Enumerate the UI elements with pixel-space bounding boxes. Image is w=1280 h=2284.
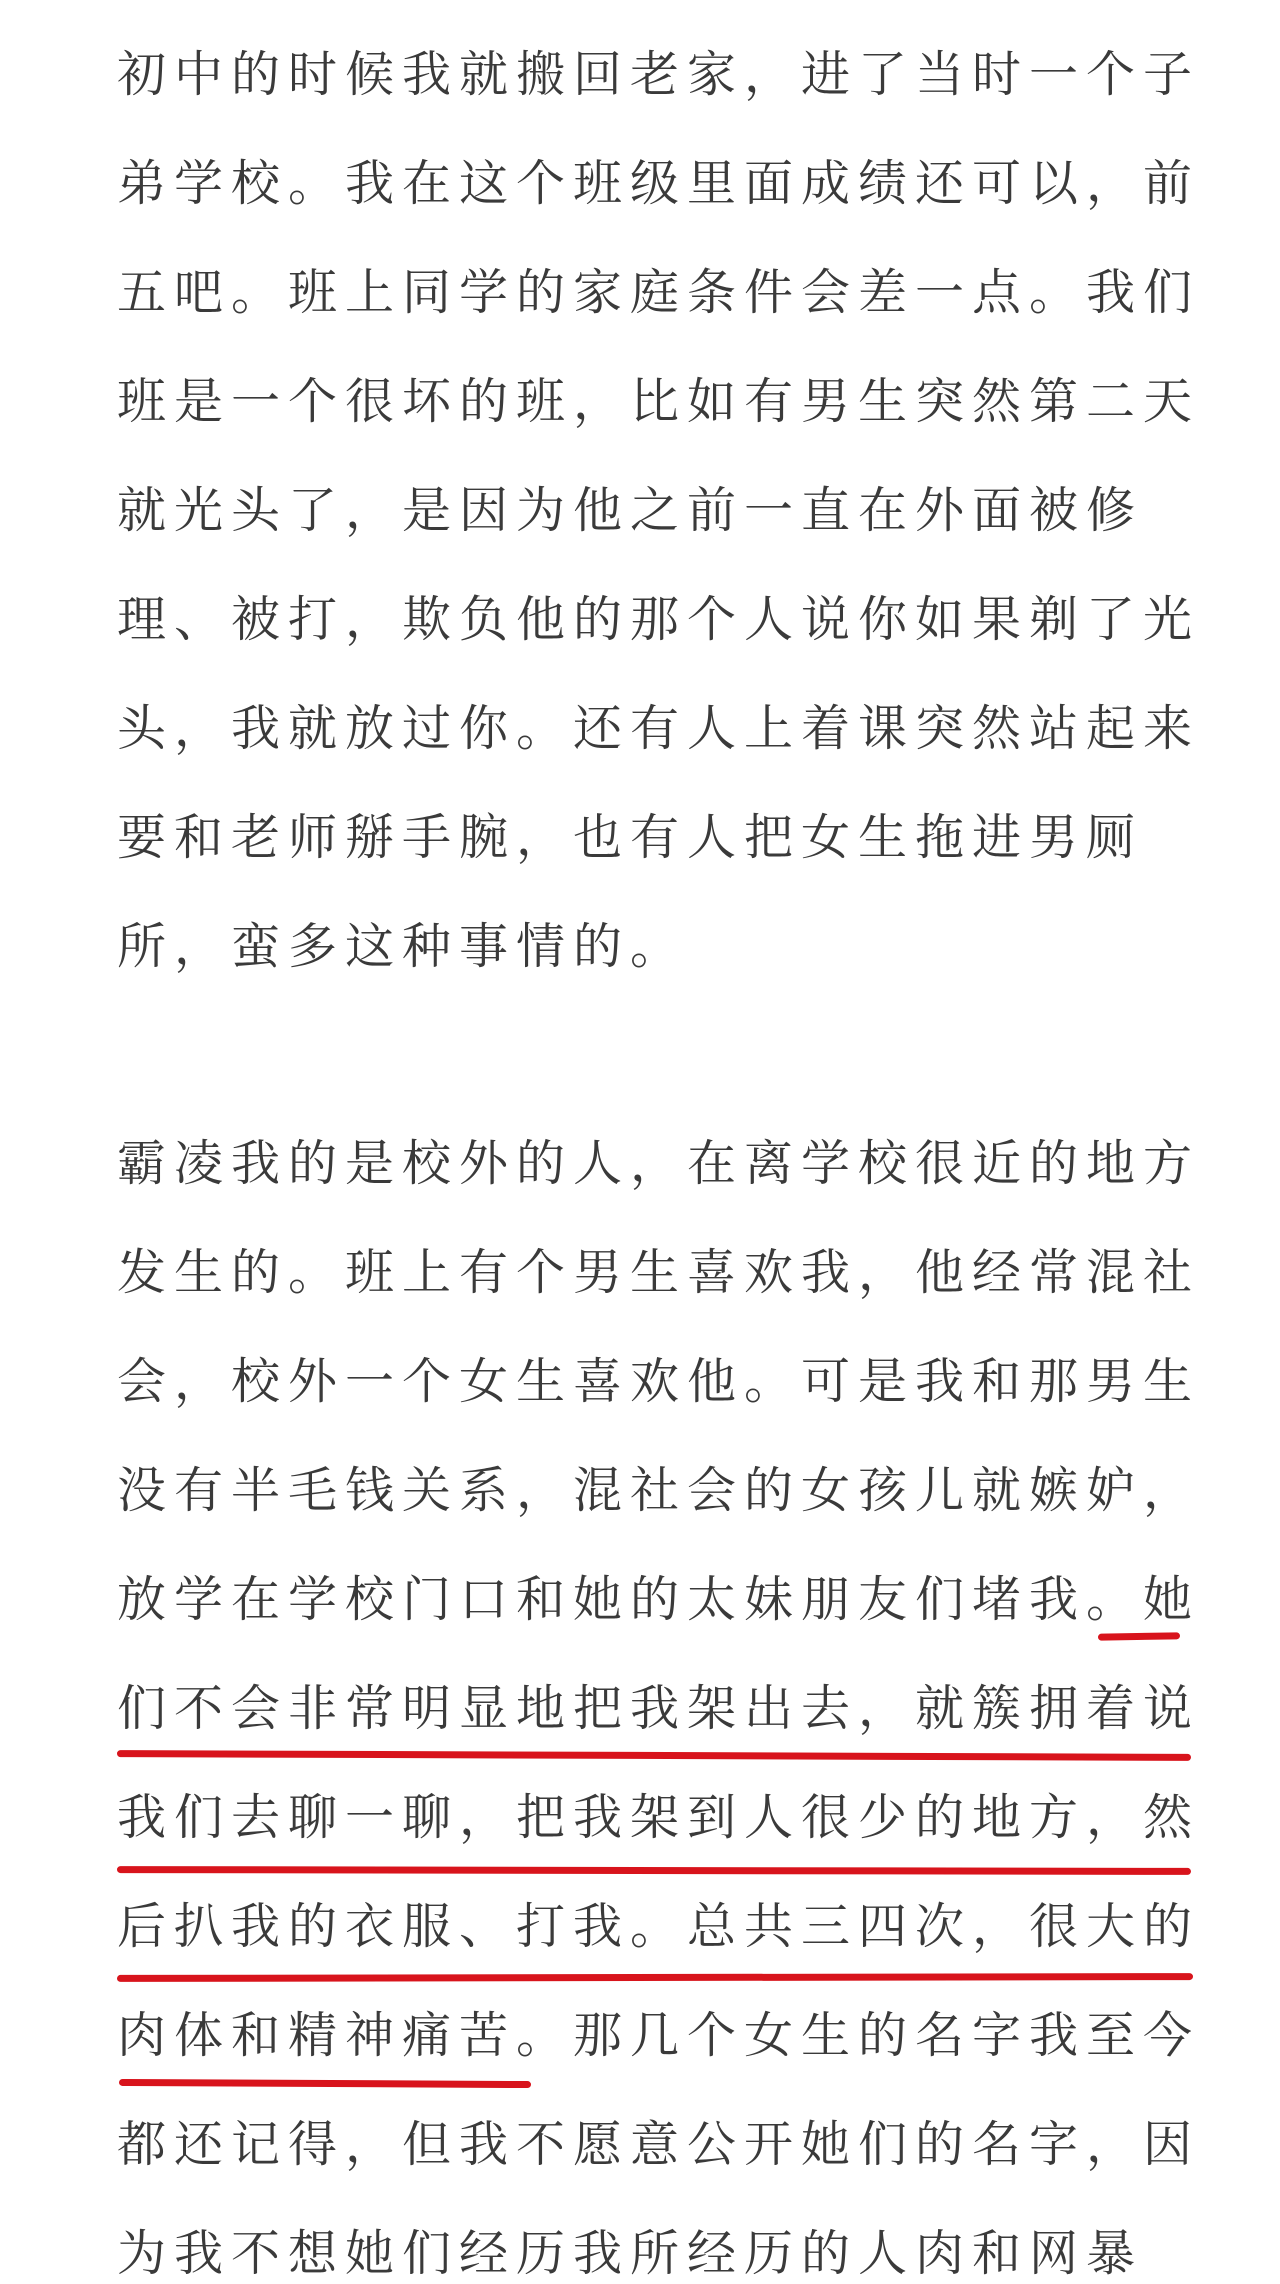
text-line: 发生的。班上有个男生喜欢我，他经常混社 [117,1244,1201,1301]
text-line: 会，校外一个女生喜欢他。可是我和那男生 [117,1353,1201,1410]
underline-mark [117,1750,1191,1761]
text-line: 霸凌我的是校外的人，在离学校很近的地方 [117,1135,1201,1192]
text-line: 初中的时候我就搬回老家，进了当时一个子 [117,46,1201,103]
text-line: 五吧。班上同学的家庭条件会差一点。我们 [117,264,1201,321]
underline-mark [117,1866,1191,1875]
text-line: 放学在学校门口和她的太妹朋友们堵我。她 [117,1571,1201,1628]
underline-mark [119,2079,531,2088]
text-line: 我们去聊一聊，把我架到人很少的地方，然 [117,1789,1201,1846]
text-line: 后扒我的衣服、打我。总共三四次，很大的 [117,1898,1201,1955]
text-line: 所，蛮多这种事情的。 [117,918,688,975]
text-line: 班是一个很坏的班，比如有男生突然第二天 [117,373,1201,430]
text-line: 弟学校。我在这个班级里面成绩还可以，前 [117,155,1201,212]
underline-mark [117,1973,1193,1982]
text-line: 要和老师掰手腕，也有人把女生拖进男厕 [117,809,1144,866]
text-line: 为我不想她们经历我所经历的人肉和网暴 [117,2225,1144,2282]
text-line: 理、被打，欺负他的那个人说你如果剃了光 [117,591,1201,648]
text-line: 头，我就放过你。还有人上着课突然站起来 [117,700,1201,757]
underline-mark [1098,1632,1180,1640]
text-line: 肉体和精神痛苦。那几个女生的名字我至今 [117,2007,1201,2064]
text-line: 都还记得，但我不愿意公开她们的名字，因 [117,2116,1201,2173]
text-line: 们不会非常明显地把我架出去，就簇拥着说 [117,1680,1201,1737]
text-line: 就光头了，是因为他之前一直在外面被修 [117,482,1144,539]
text-line: 没有半毛钱关系，混社会的女孩儿就嫉妒， [117,1462,1201,1519]
